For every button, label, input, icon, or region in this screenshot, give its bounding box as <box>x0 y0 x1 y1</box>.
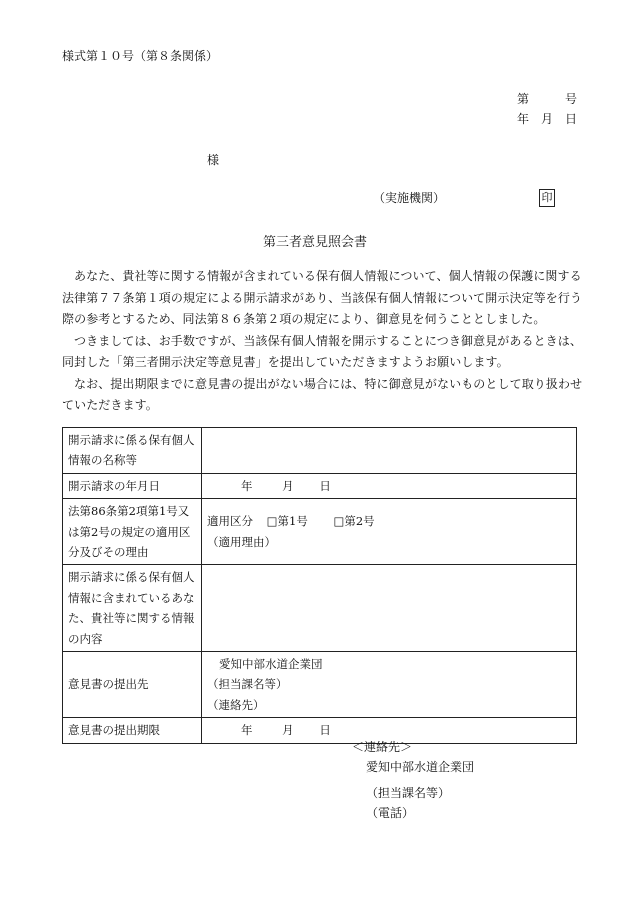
option-item-2: □第2号 <box>333 514 375 529</box>
addressee-suffix: 様 <box>207 153 220 167</box>
category-reason: （適用理由） <box>207 534 276 549</box>
row-label-info-name: 開示請求に係る保有個人情報の名称等 <box>63 428 202 474</box>
body-text <box>62 266 590 417</box>
row-label-submit-to: 意見書の提出先 <box>63 652 202 718</box>
body-paragraph-3: なお、提出期限までに意見書の提出がない場合には、特に御意見がないものとして取り扱わせていただきます。 <box>62 376 583 412</box>
submit-org: 愛知中部水道企業団 <box>219 657 323 672</box>
table-row <box>63 499 577 565</box>
table-row <box>63 652 577 718</box>
form-id: 様式第１０号（第８条関係） <box>62 49 219 63</box>
category-label: 適用区分 <box>207 514 253 529</box>
request-year: 年 <box>241 478 253 493</box>
document-number: 第 号 <box>517 92 578 106</box>
deadline-year: 年 <box>241 723 253 738</box>
agency-label: （実施機関） <box>373 191 446 205</box>
table-row <box>63 718 577 743</box>
info-table <box>62 427 577 744</box>
contact-phone: （電話） <box>366 806 415 820</box>
row-label-info-content: 開示請求に係る保有個人情報に含まれているあなた、貴社等に関する情報の内容 <box>63 565 202 652</box>
row-value-request-date <box>202 473 577 498</box>
row-value-info-name <box>202 428 577 474</box>
contact-org: 愛知中部水道企業団 <box>366 760 475 774</box>
body-paragraph-1: あなた、貴社等に関する情報が含まれている保有個人情報について、個人情報の保護に関する法律第７７条第１項の規定による開示請求があり、当該保有個人情報について開示決定等を行う際の参考とするため、同法第８６条第２項の規定により、御意見を伺うこととしました。 <box>62 269 583 326</box>
document-title: 第三者意見照会書 <box>262 235 367 250</box>
contact-heading: ＜連絡先＞ <box>352 740 413 754</box>
table-row <box>63 428 577 474</box>
deadline-month: 月 <box>282 723 294 738</box>
row-label-deadline: 意見書の提出期限 <box>63 718 202 743</box>
option-item-1: □第1号 <box>266 514 308 529</box>
table-row <box>63 473 577 498</box>
body-paragraph-2: つきましては、お手数ですが、当該保有個人情報を開示することにつき御意見があるときは、同封した「第三者開示決定等意見書」を提出していただきますようお願いします。 <box>62 333 582 369</box>
request-month: 月 <box>282 478 294 493</box>
deadline-day: 日 <box>319 723 331 738</box>
submit-dept: （担当課名等） <box>207 677 288 692</box>
submit-contact: （連絡先） <box>207 697 265 712</box>
row-label-category: 法第86条第2項第1号又は第2号の規定の適用区分及びその理由 <box>63 499 202 565</box>
row-value-info-content <box>202 565 577 652</box>
seal-mark: 印 <box>539 189 555 207</box>
row-value-category <box>202 499 577 565</box>
row-label-request-date: 開示請求の年月日 <box>63 473 202 498</box>
document-date: 年 月 日 <box>517 112 578 126</box>
request-day: 日 <box>319 478 331 493</box>
table-row <box>63 565 577 652</box>
contact-block <box>352 737 474 823</box>
contact-dept: （担当課名等） <box>366 786 451 800</box>
row-value-submit-to <box>202 652 577 718</box>
